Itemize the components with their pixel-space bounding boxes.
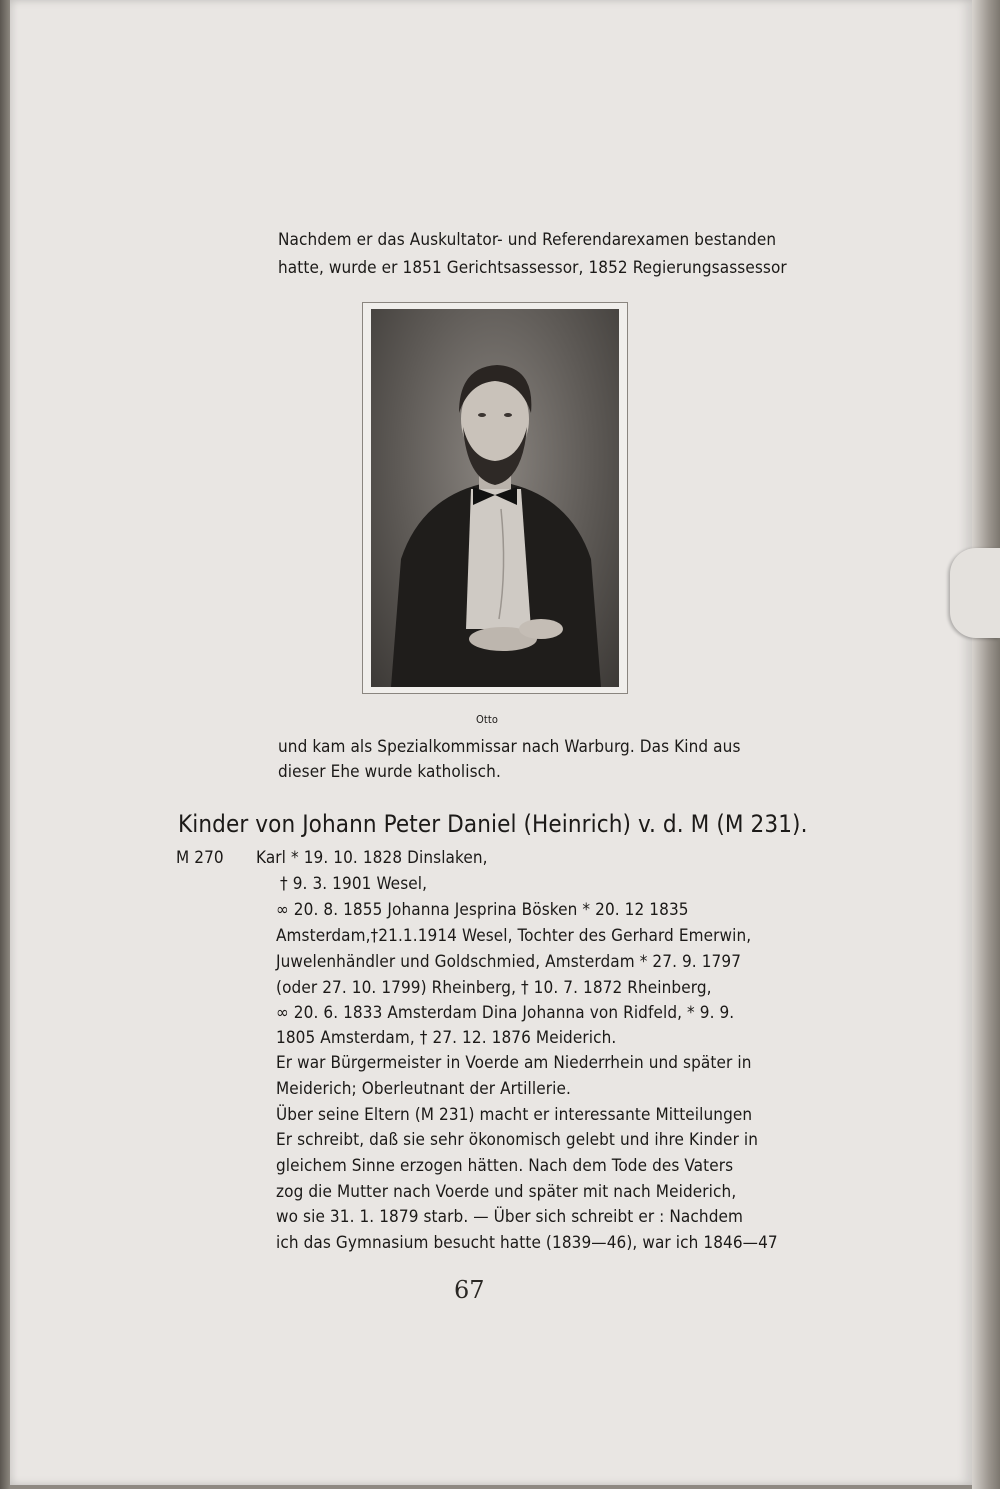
page-tab (950, 548, 1000, 638)
portrait-figure (371, 309, 619, 687)
page-number: 67 (454, 1276, 485, 1304)
portrait-photo (362, 302, 628, 694)
entry-line: wo sie 31. 1. 1879 starb. — Über sich schreibt er : Nachdem (276, 1207, 744, 1227)
entry-line: Juwelenhändler und Goldschmied, Amsterdam * 27. 9. 1797 (276, 952, 742, 972)
entry-line: Über seine Eltern (M 231) macht er interessante Mitteilungen (276, 1105, 753, 1125)
entry-id: M 270 (176, 848, 224, 868)
entry-line: Meiderich; Oberleutnant der Artillerie. (276, 1079, 571, 1099)
entry-line: Amsterdam,†21.1.1914 Wesel, Tochter des Gerhard Emerwin, (276, 926, 752, 946)
entry-line: Er war Bürgermeister in Voerde am Niederrhein und später in (276, 1053, 752, 1073)
section-heading: Kinder von Johann Peter Daniel (Heinrich) v. d. M (M 231). (178, 810, 808, 838)
entry-line: (oder 27. 10. 1799) Rheinberg, † 10. 7. 1872 Rheinberg, (276, 978, 712, 998)
continuation-line-2: dieser Ehe wurde katholisch. (278, 762, 501, 782)
entry-line: † 9. 3. 1901 Wesel, (280, 874, 428, 894)
entry-line: ∞ 20. 6. 1833 Amsterdam Dina Johanna von Ridfeld, * 9. 9. (276, 1003, 735, 1023)
entry-line: zog die Mutter nach Voerde und später mit nach Meiderich, (276, 1182, 737, 1202)
intro-line-2: hatte, wurde er 1851 Gerichtsassessor, 1852 Regierungsassessor (278, 258, 787, 278)
intro-line-1: Nachdem er das Auskultator- und Referendarexamen bestanden (278, 230, 777, 250)
entry-line: 1805 Amsterdam, † 27. 12. 1876 Meiderich. (276, 1028, 617, 1048)
entry-line: ∞ 20. 8. 1855 Johanna Jesprina Bösken * 20. 12 1835 (276, 900, 689, 920)
page-edge (972, 0, 1000, 1489)
book-gutter (0, 0, 10, 1489)
continuation-line-1: und kam als Spezialkommissar nach Warburg. Das Kind aus (278, 737, 741, 757)
entry-line: ich das Gymnasium besucht hatte (1839—46), war ich 1846—47 (276, 1233, 778, 1253)
photo-caption: Otto (476, 713, 498, 726)
entry-line: Er schreibt, daß sie sehr ökonomisch gelebt und ihre Kinder in (276, 1130, 759, 1150)
entry-line: Karl * 19. 10. 1828 Dinslaken, (256, 848, 488, 868)
page-bottom-edge (10, 1485, 972, 1489)
entry-line: gleichem Sinne erzogen hätten. Nach dem Tode des Vaters (276, 1156, 734, 1176)
